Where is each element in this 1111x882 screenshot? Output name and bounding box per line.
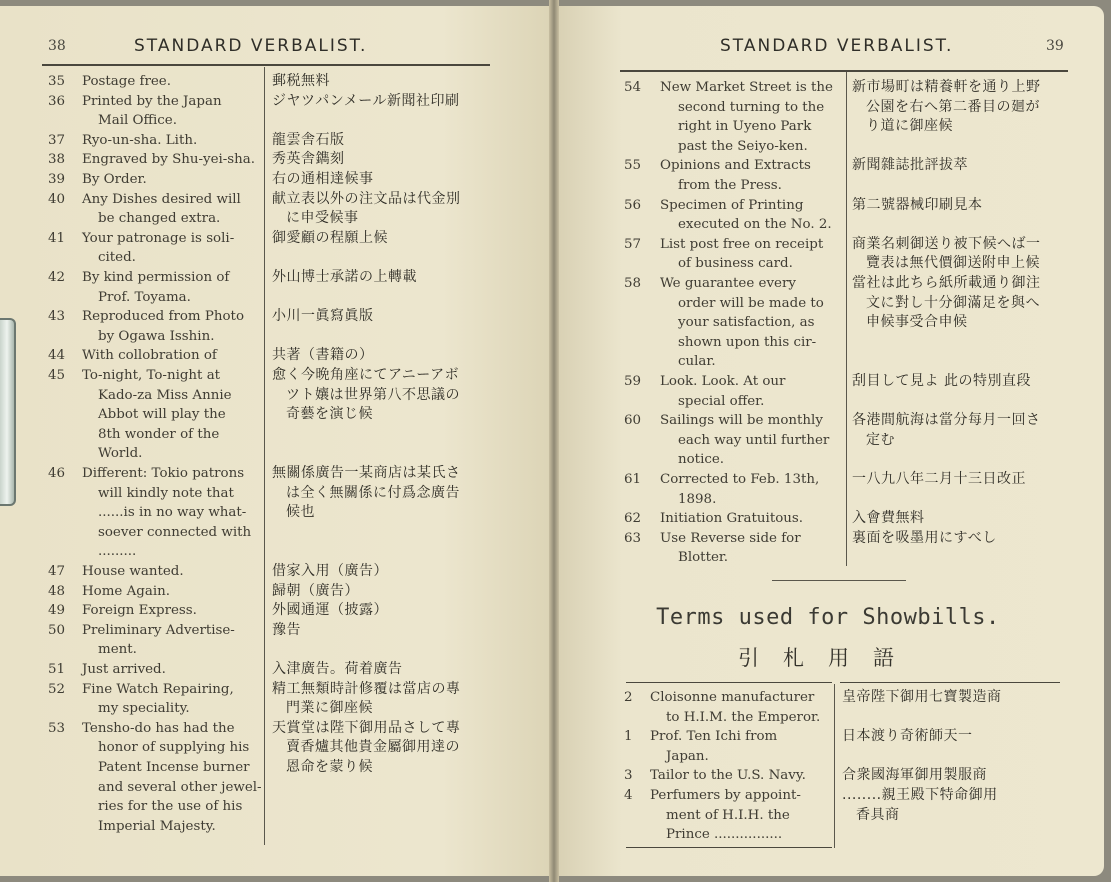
section-separator bbox=[772, 580, 906, 581]
entry-japanese bbox=[272, 621, 512, 641]
entry-number: 39 bbox=[48, 172, 66, 187]
entry-row bbox=[624, 509, 1074, 529]
entry-english-line: Ryo-un-sha. Lith. bbox=[82, 132, 198, 148]
entry-japanese-line: 天賞堂は陛下御用品さして專 bbox=[272, 719, 461, 736]
entry-english-line: Sailings will be monthly bbox=[660, 413, 823, 429]
entry-row bbox=[624, 411, 1074, 470]
entry-row bbox=[48, 131, 508, 151]
entry-english-line: cular. bbox=[678, 354, 716, 370]
entry-english bbox=[82, 366, 304, 464]
showbills-section-title-jp: 引札用語 bbox=[738, 646, 918, 670]
entry-english-line: World. bbox=[98, 446, 143, 462]
entry-english bbox=[82, 72, 304, 92]
entry-number: 35 bbox=[48, 74, 66, 89]
entry-row bbox=[48, 307, 508, 346]
entry-english-line: Cloisonne manufacturer bbox=[650, 690, 815, 705]
entry-row bbox=[624, 766, 1074, 786]
entry-english-line: order will be made to bbox=[678, 295, 824, 311]
entry-row bbox=[48, 268, 508, 307]
entry-english-line: We guarantee every bbox=[660, 276, 796, 291]
entry-row bbox=[48, 229, 508, 268]
entry-english-line: Preliminary Advertise- bbox=[82, 622, 235, 638]
entry-japanese bbox=[272, 72, 512, 92]
entry-japanese-line: 精工無類時計修覆は當店の專 bbox=[272, 680, 461, 697]
entry-row bbox=[48, 346, 508, 366]
entry-english-line: to H.I.M. the Emperor. bbox=[666, 709, 821, 725]
entry-row bbox=[48, 660, 508, 680]
entry-english bbox=[82, 268, 304, 307]
entry-number: 52 bbox=[48, 681, 66, 697]
entry-japanese bbox=[842, 727, 1074, 747]
entry-japanese-line: 日本渡り奇術師天一 bbox=[842, 728, 973, 745]
entry-english-line: Prof. Ten Ichi from bbox=[650, 729, 778, 745]
entry-japanese-line: 郵税無料 bbox=[272, 73, 330, 89]
entry-japanese-line: 皇帝陛下御用七寶製造商 bbox=[842, 689, 1002, 705]
bookmark-clip bbox=[0, 318, 16, 506]
entry-english-line: Look. Look. At our bbox=[660, 374, 786, 389]
entry-number: 41 bbox=[48, 230, 66, 246]
entry-japanese bbox=[852, 235, 1074, 274]
entry-english-line: Any Dishes desired will bbox=[82, 191, 241, 207]
entry-japanese bbox=[852, 78, 1074, 137]
entry-number: 36 bbox=[48, 93, 66, 109]
entry-japanese-line: 刮目して見よ 此の特別直段 bbox=[852, 373, 1031, 389]
entry-english bbox=[82, 562, 304, 582]
entry-number: 53 bbox=[48, 720, 66, 736]
entry-row bbox=[48, 72, 508, 92]
entry-japanese-line: 恩命を蒙り候 bbox=[286, 758, 373, 775]
entry-japanese-line: は全く無關係に付爲念廣告 bbox=[286, 484, 460, 501]
entry-english bbox=[82, 346, 304, 366]
entry-number: 62 bbox=[624, 511, 642, 527]
entry-english-line: will kindly note that bbox=[98, 485, 234, 501]
entry-row bbox=[48, 464, 508, 562]
entry-english-line: Perfumers by appoint- bbox=[650, 788, 801, 803]
entry-number: 54 bbox=[624, 80, 642, 95]
entry-japanese bbox=[272, 464, 512, 523]
entry-japanese bbox=[272, 92, 512, 112]
left-page-number: 38 bbox=[48, 38, 66, 54]
entry-japanese-line: 外國通運（披露） bbox=[272, 602, 388, 619]
left-page-header: STANDARD VERBALIST. bbox=[134, 36, 368, 56]
entry-english-line: By Order. bbox=[82, 172, 147, 187]
entry-english bbox=[660, 529, 846, 568]
entry-japanese bbox=[852, 470, 1074, 490]
entry-english bbox=[82, 719, 304, 837]
entry-english-line: shown upon this cir- bbox=[678, 334, 817, 350]
entry-number: 43 bbox=[48, 309, 66, 325]
entry-english-line: Prof. Toyama. bbox=[98, 289, 191, 305]
entry-japanese-line: に申受候事 bbox=[286, 210, 359, 227]
entry-row bbox=[624, 470, 1074, 509]
entry-number: 50 bbox=[48, 622, 66, 638]
entry-row bbox=[624, 688, 1074, 727]
entry-english-line: Just arrived. bbox=[82, 662, 166, 677]
left-header-rule bbox=[42, 64, 490, 66]
entry-row bbox=[624, 156, 1074, 195]
entry-row bbox=[624, 529, 1074, 568]
entry-japanese bbox=[852, 411, 1074, 450]
entry-english-line: Foreign Express. bbox=[82, 603, 197, 619]
entry-japanese bbox=[842, 766, 1074, 786]
entry-english-line: Initiation Gratuitous. bbox=[660, 511, 804, 527]
entry-japanese-line: 裏面を吸墨用にすべし bbox=[852, 529, 997, 546]
section-top-rule-left bbox=[626, 682, 832, 683]
entry-japanese-line: 共著（書籍の） bbox=[272, 347, 374, 364]
entry-row bbox=[624, 372, 1074, 411]
entry-row bbox=[48, 190, 508, 229]
entry-english-line: ......is in no way what- bbox=[98, 505, 247, 521]
entry-number: 4 bbox=[624, 788, 633, 803]
entry-english bbox=[660, 156, 846, 195]
entry-japanese-line: 秀英舎鐫刻 bbox=[272, 151, 345, 168]
entry-english bbox=[82, 582, 304, 602]
entry-english bbox=[82, 150, 304, 170]
entry-english-line: House wanted. bbox=[82, 564, 184, 579]
right-header-rule bbox=[620, 70, 1068, 72]
entry-japanese-line: 定む bbox=[866, 431, 895, 448]
entry-number: 61 bbox=[624, 472, 642, 487]
entry-english-line: Kado-za Miss Annie bbox=[98, 387, 232, 403]
entry-row bbox=[48, 582, 508, 602]
entry-english-line: ......... bbox=[98, 544, 137, 560]
entry-japanese-line: 右の通相達候事 bbox=[272, 171, 374, 187]
entry-japanese-line: ジヤツパンメール新聞社印刷 bbox=[272, 92, 460, 109]
entry-english-line: soever connected with bbox=[98, 524, 252, 540]
entry-japanese-line: 賣香爐其他貴金屬御用達の bbox=[286, 739, 460, 756]
entry-japanese-line: 申候事受合申候 bbox=[866, 314, 968, 331]
entry-japanese bbox=[852, 156, 1074, 176]
entry-english-line: right in Uyeno Park bbox=[678, 119, 812, 135]
entry-number: 63 bbox=[624, 530, 642, 546]
entry-japanese-line: 無關係廣告一某商店は某氏さ bbox=[272, 465, 461, 481]
entry-row bbox=[48, 92, 508, 131]
entry-english-line: Home Again. bbox=[82, 583, 171, 599]
entry-english-line: Specimen of Printing bbox=[660, 197, 804, 213]
entry-japanese bbox=[272, 660, 512, 680]
entry-english-line: be changed extra. bbox=[98, 211, 221, 227]
entry-row bbox=[624, 235, 1074, 274]
entry-english-line: past the Seiyo-ken. bbox=[678, 138, 808, 154]
entry-english bbox=[82, 307, 304, 346]
entry-english-line: Fine Watch Repairing, bbox=[82, 681, 234, 697]
entry-english bbox=[82, 601, 304, 621]
entry-english-line: Blotter. bbox=[678, 550, 729, 566]
entry-english-line: To-night, To-night at bbox=[82, 368, 221, 383]
entry-english-line: Use Reverse side for bbox=[660, 530, 801, 546]
entry-japanese-line: 香具商 bbox=[856, 806, 900, 823]
entry-japanese-line: 門業に御座候 bbox=[286, 700, 373, 717]
entry-english bbox=[82, 464, 304, 562]
entry-english-line: honor of supplying his bbox=[98, 740, 250, 756]
entry-number: 55 bbox=[624, 158, 642, 174]
entry-japanese-line: 一八九八年二月十三日改正 bbox=[852, 471, 1026, 487]
entry-english-line: Corrected to Feb. 13th, bbox=[660, 472, 820, 487]
entry-english bbox=[650, 688, 836, 727]
entry-japanese bbox=[842, 688, 1074, 708]
entry-english bbox=[660, 509, 846, 529]
entry-english-line: 1898. bbox=[678, 491, 717, 507]
entry-english bbox=[650, 786, 836, 845]
entry-english-line: Tensho-do has had the bbox=[82, 720, 235, 736]
entry-english-line: List post free on receipt bbox=[660, 236, 824, 252]
entry-japanese bbox=[852, 529, 1074, 549]
entry-row bbox=[624, 274, 1074, 372]
entry-japanese-line: 愈く今晩角座にてアニーアボ bbox=[272, 367, 460, 383]
entry-japanese bbox=[852, 372, 1074, 392]
entry-english-line: special offer. bbox=[678, 393, 765, 409]
entry-english-line: Tailor to the U.S. Navy. bbox=[650, 768, 806, 784]
entry-japanese-line: 入津廣告。荷着廣告 bbox=[272, 661, 403, 677]
entry-english bbox=[82, 621, 304, 660]
entry-japanese bbox=[272, 229, 512, 249]
entry-row bbox=[48, 621, 508, 660]
entry-japanese-line: 新市場町は精養軒を通り上野 bbox=[852, 79, 1041, 95]
entry-japanese-line: 献立表以外の注文品は代金別 bbox=[272, 190, 461, 207]
entry-number: 2 bbox=[624, 690, 633, 705]
section-top-rule-right bbox=[840, 682, 1060, 683]
entry-number: 51 bbox=[48, 662, 66, 677]
entry-english-line: With collobration of bbox=[82, 348, 217, 364]
entry-english bbox=[660, 78, 846, 156]
entry-english-line: Printed by the Japan bbox=[82, 93, 222, 109]
entry-japanese-line: ........親王殿下特命御用 bbox=[842, 787, 998, 803]
entry-japanese-line: 入會費無料 bbox=[852, 510, 925, 527]
entry-number: 49 bbox=[48, 603, 66, 619]
entry-number: 45 bbox=[48, 368, 66, 383]
entry-number: 42 bbox=[48, 270, 66, 285]
entry-number: 59 bbox=[624, 374, 642, 389]
entry-japanese bbox=[852, 274, 1074, 333]
entry-japanese bbox=[272, 719, 512, 778]
showbills-section-title: Terms used for Showbills. bbox=[656, 605, 1000, 630]
entry-english-line: and several other jewel- bbox=[98, 779, 262, 795]
entry-english bbox=[660, 235, 846, 274]
entry-english bbox=[660, 470, 846, 509]
entry-english-line: ment. bbox=[98, 642, 137, 658]
entry-english bbox=[82, 229, 304, 268]
entry-japanese-line: 合衆國海軍御用製服商 bbox=[842, 767, 987, 784]
entry-japanese-line: 奇藝を演じ候 bbox=[286, 406, 373, 423]
entry-row bbox=[624, 786, 1074, 845]
entry-japanese-line: 小川一眞寫眞版 bbox=[272, 308, 374, 325]
entry-number: 3 bbox=[624, 768, 633, 784]
entry-row bbox=[48, 601, 508, 621]
entry-english-line: ries for the use of his bbox=[98, 799, 243, 815]
section-bottom-rule bbox=[626, 847, 832, 848]
entry-japanese bbox=[272, 190, 512, 229]
entry-number: 58 bbox=[624, 276, 642, 291]
entry-japanese-line: 覽表は無代價御送附申上候 bbox=[866, 255, 1040, 272]
entry-japanese-line: 豫告 bbox=[272, 621, 301, 638]
entry-english bbox=[650, 727, 836, 766]
entry-english bbox=[82, 131, 304, 151]
entry-japanese-line: 當社は此ちら紙所載通り御注 bbox=[852, 275, 1041, 291]
entry-japanese bbox=[272, 170, 512, 190]
entry-number: 37 bbox=[48, 132, 66, 148]
entry-row bbox=[48, 150, 508, 170]
entry-japanese bbox=[272, 582, 512, 602]
entry-japanese bbox=[272, 346, 512, 366]
entry-english bbox=[660, 274, 846, 372]
entry-english-line: Your patronage is soli- bbox=[82, 230, 235, 246]
entry-english bbox=[660, 196, 846, 235]
entry-english-line: Engraved by Shu-yei-sha. bbox=[82, 152, 256, 168]
entry-english-line: Postage free. bbox=[82, 74, 171, 89]
entry-english bbox=[82, 190, 304, 229]
entry-number: 38 bbox=[48, 152, 66, 168]
entry-english bbox=[82, 680, 304, 719]
entry-number: 40 bbox=[48, 191, 66, 207]
entry-english-line: Reproduced from Photo bbox=[82, 309, 245, 325]
entry-english-line: Patent Incense burner bbox=[98, 759, 250, 775]
entry-number: 44 bbox=[48, 348, 66, 364]
entry-english-line: Different: Tokio patrons bbox=[82, 466, 245, 481]
entry-english bbox=[82, 92, 304, 131]
entry-number: 48 bbox=[48, 583, 66, 599]
entry-japanese bbox=[272, 680, 512, 719]
entry-english-line: Imperial Majesty. bbox=[98, 818, 216, 834]
entry-japanese-line: 御愛顧の程願上候 bbox=[272, 229, 388, 246]
entry-japanese-line: 各港間航海は當分每月一回さ bbox=[852, 412, 1041, 429]
entry-english bbox=[660, 372, 846, 411]
entry-japanese bbox=[272, 131, 512, 151]
entry-japanese-line: 文に對し十分御滿足を與へ bbox=[866, 294, 1040, 311]
entry-row bbox=[624, 78, 1074, 156]
entry-japanese-line: 公園を右へ第二番目の廻が bbox=[866, 98, 1040, 115]
entry-english-line: of business card. bbox=[678, 256, 793, 272]
entry-english-line: Abbot will play the bbox=[98, 407, 226, 423]
entry-english-line: By kind permission of bbox=[82, 270, 230, 285]
entry-english-line: New Market Street is the bbox=[660, 80, 833, 95]
entry-row bbox=[48, 366, 508, 464]
entry-japanese bbox=[852, 509, 1074, 529]
book-gutter bbox=[549, 0, 559, 882]
entry-japanese bbox=[272, 307, 512, 327]
right-page-number: 39 bbox=[1046, 38, 1064, 54]
entry-english-line: by Ogawa Isshin. bbox=[98, 328, 215, 344]
entry-english-line: cited. bbox=[98, 250, 136, 266]
entry-english bbox=[650, 766, 836, 786]
entry-japanese-line: 外山博士承諾の上轉載 bbox=[272, 269, 417, 285]
entry-row bbox=[48, 680, 508, 719]
entry-number: 60 bbox=[624, 413, 642, 429]
entry-japanese-line: り道に御座候 bbox=[866, 118, 953, 135]
entry-english bbox=[660, 411, 846, 470]
right-page-header: STANDARD VERBALIST. bbox=[720, 36, 954, 56]
entry-english-line: second turning to the bbox=[678, 99, 825, 115]
entry-japanese bbox=[272, 601, 512, 621]
entry-japanese-line: ツト孃は世界第八不思議の bbox=[286, 386, 460, 403]
entry-english-line: each way until further bbox=[678, 432, 830, 448]
entry-row bbox=[624, 196, 1074, 235]
entry-japanese bbox=[842, 786, 1074, 825]
entry-japanese bbox=[852, 196, 1074, 216]
entry-japanese-line: 商業名刺御送り被下候へば一 bbox=[852, 235, 1041, 252]
entry-english-line: my speciality. bbox=[98, 701, 190, 717]
entry-english-line: Japan. bbox=[666, 748, 709, 764]
entry-english-line: executed on the No. 2. bbox=[678, 217, 832, 233]
entry-row bbox=[48, 170, 508, 190]
entry-number: 47 bbox=[48, 564, 66, 579]
entry-english bbox=[82, 170, 304, 190]
entry-japanese bbox=[272, 268, 512, 288]
entry-japanese-line: 候也 bbox=[286, 504, 315, 521]
entry-english bbox=[82, 660, 304, 680]
entry-japanese-line: 第二號器械印刷見本 bbox=[852, 196, 983, 213]
entry-row bbox=[624, 727, 1074, 766]
entry-english-line: 8th wonder of the bbox=[98, 426, 220, 442]
entry-japanese bbox=[272, 150, 512, 170]
entry-row bbox=[48, 562, 508, 582]
entry-japanese-line: 借家入用（廣告） bbox=[272, 563, 388, 579]
entry-japanese bbox=[272, 366, 512, 425]
entry-japanese-line: 歸朝（廣告） bbox=[272, 582, 359, 599]
entry-english-line: your satisfaction, as bbox=[678, 315, 815, 331]
entry-english-line: Prince ................ bbox=[666, 827, 783, 843]
entry-japanese-line: 新聞雜誌批評拔萃 bbox=[852, 157, 968, 174]
entry-english-line: Mail Office. bbox=[98, 113, 177, 129]
entry-number: 57 bbox=[624, 236, 642, 252]
entry-english-line: ment of H.I.H. the bbox=[666, 807, 790, 823]
entry-number: 1 bbox=[624, 729, 633, 745]
entry-row bbox=[48, 719, 508, 837]
entry-japanese-line: 龍雲舎石版 bbox=[272, 131, 345, 148]
entry-japanese bbox=[272, 562, 512, 582]
entry-number: 56 bbox=[624, 197, 642, 213]
entry-english-line: from the Press. bbox=[678, 177, 782, 193]
entry-english-line: notice. bbox=[678, 452, 725, 468]
entry-english-line: Opinions and Extracts bbox=[660, 158, 811, 174]
entry-number: 46 bbox=[48, 466, 66, 481]
